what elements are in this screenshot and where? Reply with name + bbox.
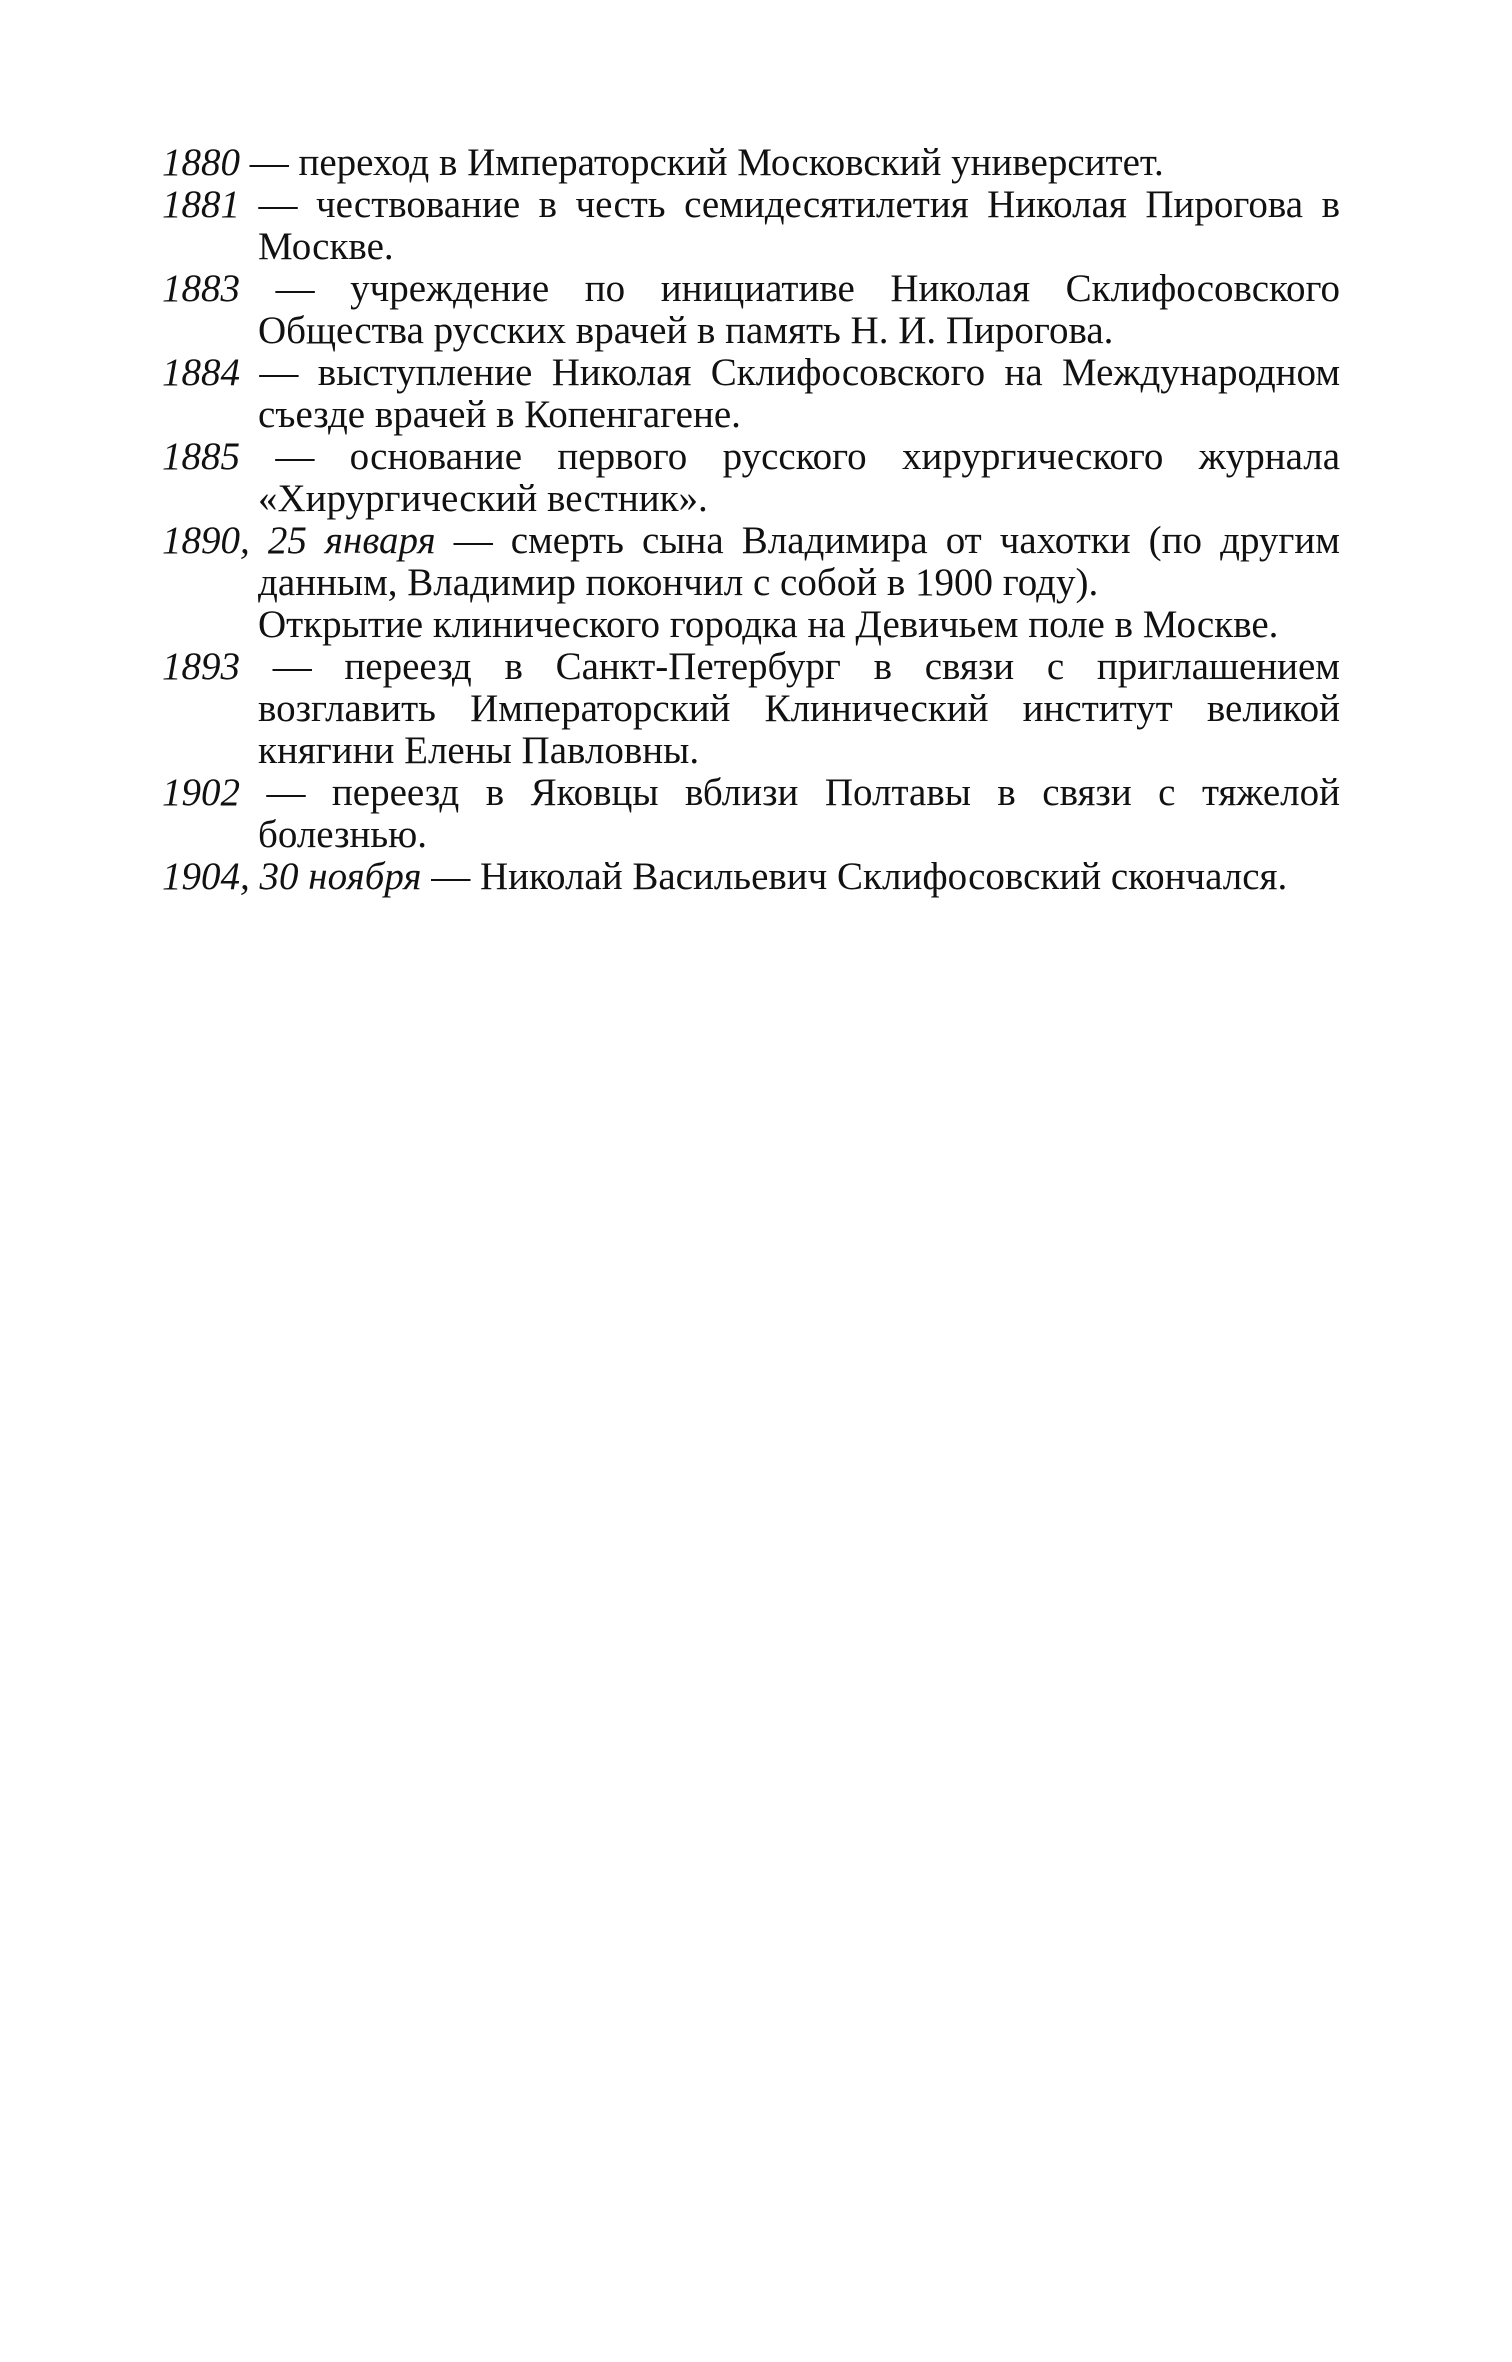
chronology-entry-1904: [162, 856, 1340, 898]
entry-date: 1883: [162, 267, 240, 310]
entry-text: — переход в Императорский Московский университет.: [240, 141, 1164, 184]
chronology-entry-1885: [162, 436, 1340, 520]
entry-date: 1902: [162, 771, 240, 814]
chronology-entry-1893: [162, 646, 1340, 772]
chronology-entry-1880: [162, 142, 1340, 184]
chronology-entry-1881: [162, 184, 1340, 268]
entry-text: — основание первого русского хирургического журнала «Хирургический вестник».: [240, 435, 1340, 520]
entry-date: 1880: [162, 141, 240, 184]
chronology-entry-1890-continuation: Открытие клинического городка на Девичьем поле в Москве.: [258, 603, 1279, 646]
entry-text: — переезд в Яковцы вблизи Полтавы в связи с тяжелой болезнью.: [240, 771, 1340, 856]
entry-text: — Николай Васильевич Склифосовский скончался.: [421, 855, 1288, 898]
entry-text: — смерть сына Владимира от чахотки (по другим данным, Владимир покончил с собой в 1900 году).: [258, 519, 1340, 604]
entry-text: — чествование в честь семидесятилетия Николая Пирогова в Москве.: [240, 183, 1340, 268]
chronology-entry-1902: [162, 772, 1340, 856]
entry-date: 1890, 25 января: [162, 519, 436, 562]
chronology-entry-1884: [162, 352, 1340, 436]
chronology-entry-1883: [162, 268, 1340, 352]
entry-text: — переезд в Санкт-Петербург в связи с приглашением возглавить Императорский Клинический институт великой княгини Елены Павловны.: [240, 645, 1340, 772]
chronology-list: [162, 142, 1340, 898]
entry-text: — выступление Николая Склифосовского на Международном съезде врачей в Копенгагене.: [240, 351, 1340, 436]
entry-text: — учреждение по инициативе Николая Склифосовского Общества русских врачей в память Н. И. Пирогова.: [240, 267, 1340, 352]
entry-date: 1881: [162, 183, 240, 226]
entry-date: 1904, 30 ноября: [162, 855, 422, 898]
entry-date: 1885: [162, 435, 240, 478]
entry-date: 1884: [162, 351, 240, 394]
chronology-entry-1890: [162, 520, 1340, 604]
entry-date: 1893: [162, 645, 240, 688]
